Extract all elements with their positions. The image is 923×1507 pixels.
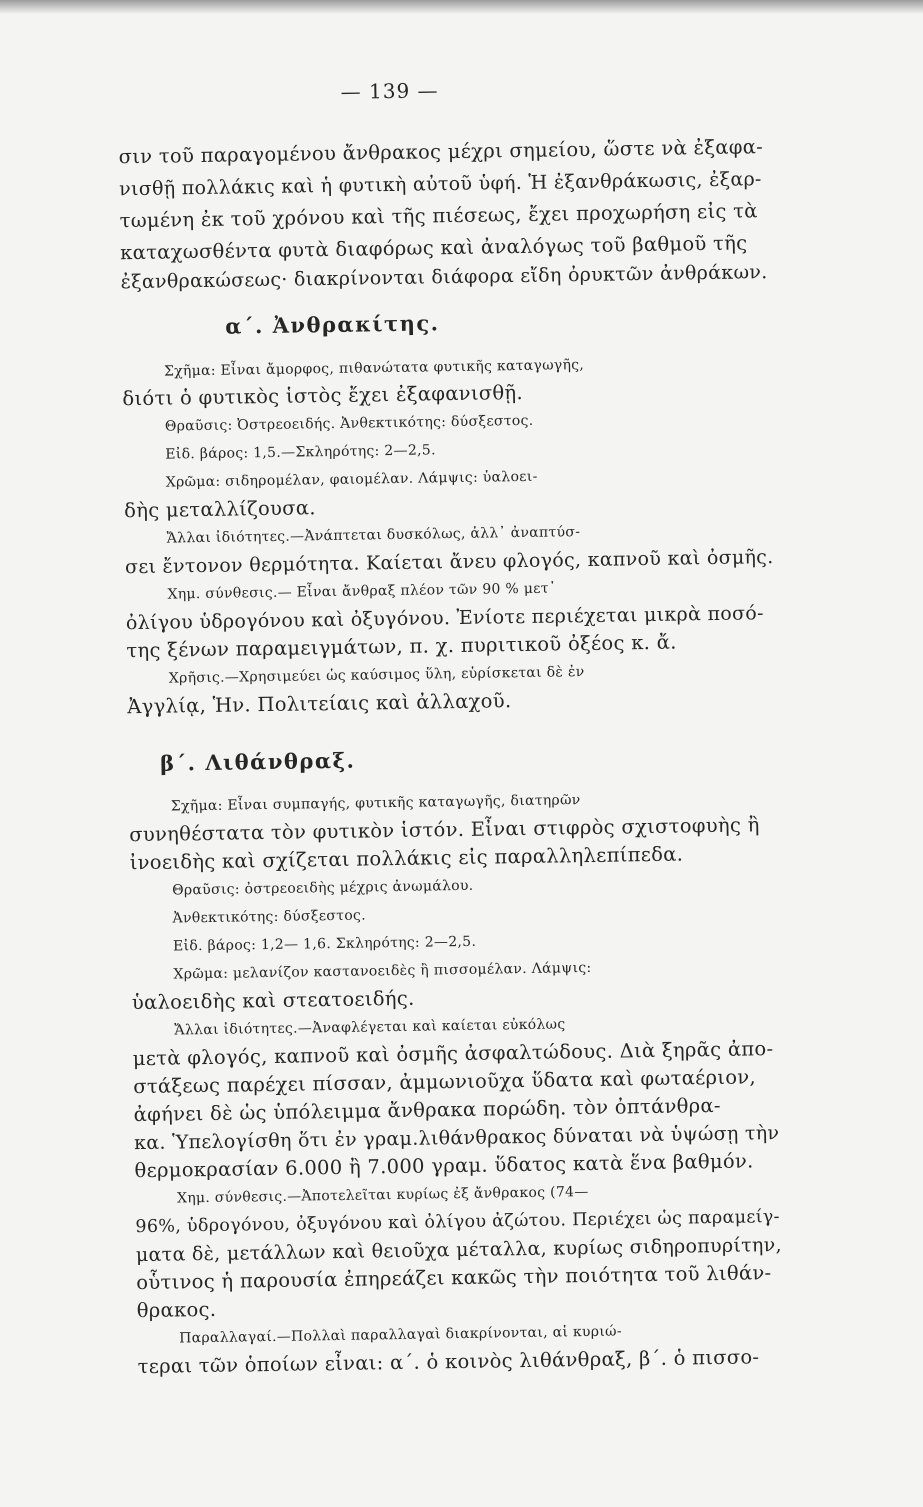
text-line: κα. Ὑπελογίσθη ὅτι ἐν γραμ.λιθάνθρακος δύναται νὰ ὑψώσῃ τὴν [133,1122,780,1155]
text-line: Χρῶμα: σιδηρομέλαν, φαιομέλαν. Λάμψις: ὑαλοει- [165,468,538,491]
text-line: Χημ. σύνθεσις.— Εἶναι ἄνθραξ πλέον τῶν 90 % μετ᾽ [167,580,557,603]
text-line: Χημ. σύνθεσις.—Ἀποτελεῖται κυρίως ἐξ ἄνθρακος (74— [176,1184,589,1207]
section-heading-coal: β΄. Λιθάνθραξ. [159,747,356,776]
text-line: ἐξανθρακώσεως· διακρίνονται διάφορα εἴδη ὀρυκτῶν ἀνθράκων. [120,261,768,294]
text-line: της ξένων παραμειγμάτων, π. χ. πυριτικοῦ ὀξέος κ. ἄ. [126,630,677,663]
text-line: ματα δὲ, μετάλλων καὶ θειοῦχα μέταλλα, κυρίως σιδηροπυρίτην, [135,1234,783,1267]
text-line: Σχῆμα: Εἶναι συμπαγής, φυτικῆς καταγωγῆς, διατηρῶν [170,792,581,815]
text-line: καταχωσθέντα φυτὰ διαφόρως καὶ ἀναλόγως τοῦ βαθμοῦ τῆς [119,231,748,265]
text-line: Παραλλαγαί.—Πολλαὶ παραλλαγαὶ διακρίνονται, αἱ κυριώ- [179,1323,622,1347]
text-line: θερμοκρασίαν 6.000 ἢ 7.000 γραμ. ὕδατος κατὰ ἕνα βαθμόν. [134,1149,754,1183]
text-line: Χρῶμα: μελανίζον καστανοειδὲς ἢ πισσομέλαν. Λάμψις: [173,959,592,983]
text-line: δὴς μεταλλίζουσα. [124,496,316,523]
text-line: 96%, ὑδρογόνου, ὀξυγόνου καὶ ὀλίγου ἀζώτου. Περιέχει ὡς παραμείγ- [135,1207,780,1238]
text-line: ἰνοειδὴς καὶ σχίζεται πολλάκις εἰς παραλληλεπίπεδα. [129,842,684,875]
text-line: σιν τοῦ παραγομένου ἄνθρακος μέχρι σημείου, ὥστε νὰ ἐξαφα- [118,135,764,169]
text-line: Εἰδ. βάρος: 1,2— 1,6. Σκληρότης: 2—2,5. [172,933,477,955]
text-line: μετὰ φλογός, καπνοῦ καὶ ὀσμῆς ἀσφαλτώδους. Διὰ ξηρᾶς ἀπο- [132,1037,774,1071]
text-line: Ἄλλαι ἰδιότητες.—Ἀνάπτεται δυσκόλως, ἀλλ᾽ ἀναπτύσ- [166,524,581,547]
text-line: σει ἔντονον θερμότητα. Καίεται ἄνευ φλογός, καπνοῦ καὶ ὀσμῆς. [124,546,774,579]
text-line: συνηθέστατα τὸν φυτικὸν ἱστόν. Εἶναι στιφρὸς σχιστοφυὴς ἢ [129,813,760,847]
text-line: Θραῦσις: ὀστρεοειδὴς μέχρις ἀνωμάλου. [172,877,474,899]
text-line: ὑαλοειδὴς καὶ στεατοειδής. [131,986,415,1015]
text-line: οὗτινος ἡ παρουσία ἐπηρεάζει κακῶς τὴν ποιότητα τοῦ λιθάν- [136,1261,772,1295]
text-line: θρακος. [136,1297,217,1323]
text-line: διότι ὁ φυτικὸς ἱστὸς ἔχει ἐξαφανισθῇ. [122,380,524,411]
text-line: Χρῆσις.—Χρησιμεύει ὡς καύσιμος ὕλη, εὑρίσκεται δὲ ἐν [168,664,585,687]
section-heading-anthracite: α΄. Ἀνθρακίτης. [225,310,440,339]
text-line: Ἀνθεκτικότης: δύσξεστος. [172,907,367,927]
text-line: Θραῦσις: Ὀστρεοειδής. Ἀνθεκτικότης: δύσξεστος. [164,412,534,435]
text-line: Εἰδ. βάρος: 1,5.—Σκληρότης: 2—2,5. [165,442,436,463]
page-number: — 139 — [340,78,439,104]
text-line: τεραι τῶν ὁποίων εἶναι: α΄. ὁ κοινὸς λιθάνθραξ, β΄. ὁ πισσο- [137,1345,760,1379]
text-line: ὀλίγου ὑδρογόνου καὶ ὀξυγόνου. Ἐνίοτε περιέχεται μικρὰ ποσό- [125,602,764,635]
text-line: Σχῆμα: Εἶναι ἄμορφος, πιθανώτατα φυτικῆς καταγωγῆς, [163,357,585,380]
text-line: Ἄλλαι ἰδιότητες.—Ἀναφλέγεται καὶ καίεται εὐκόλως [174,1016,566,1039]
text-line: νισθῇ πολλάκις καὶ ἡ φυτικὴ αὐτοῦ ὑφή. Ἡ ἐξανθράκωσις, ἐξαρ- [118,168,762,201]
text-line: Ἀγγλίᾳ, Ἡν. Πολιτείαις καὶ ἀλλαχοῦ. [127,689,512,719]
text-line: ἀφήνει δὲ ὡς ὑπόλειμμα ἄνθρακα πορώδη. τὸν ὀπτάνθρα- [133,1093,721,1127]
text-line: τωμένη ἐκ τοῦ χρόνου καὶ τῆς πιέσεως, ἔχει προχωρήση εἰς τὰ [119,199,758,233]
text-line: στάξεως παρέχει πίσσαν, ἀμμωνιοῦχα ὕδατα καὶ φωταέριον, [133,1065,757,1099]
